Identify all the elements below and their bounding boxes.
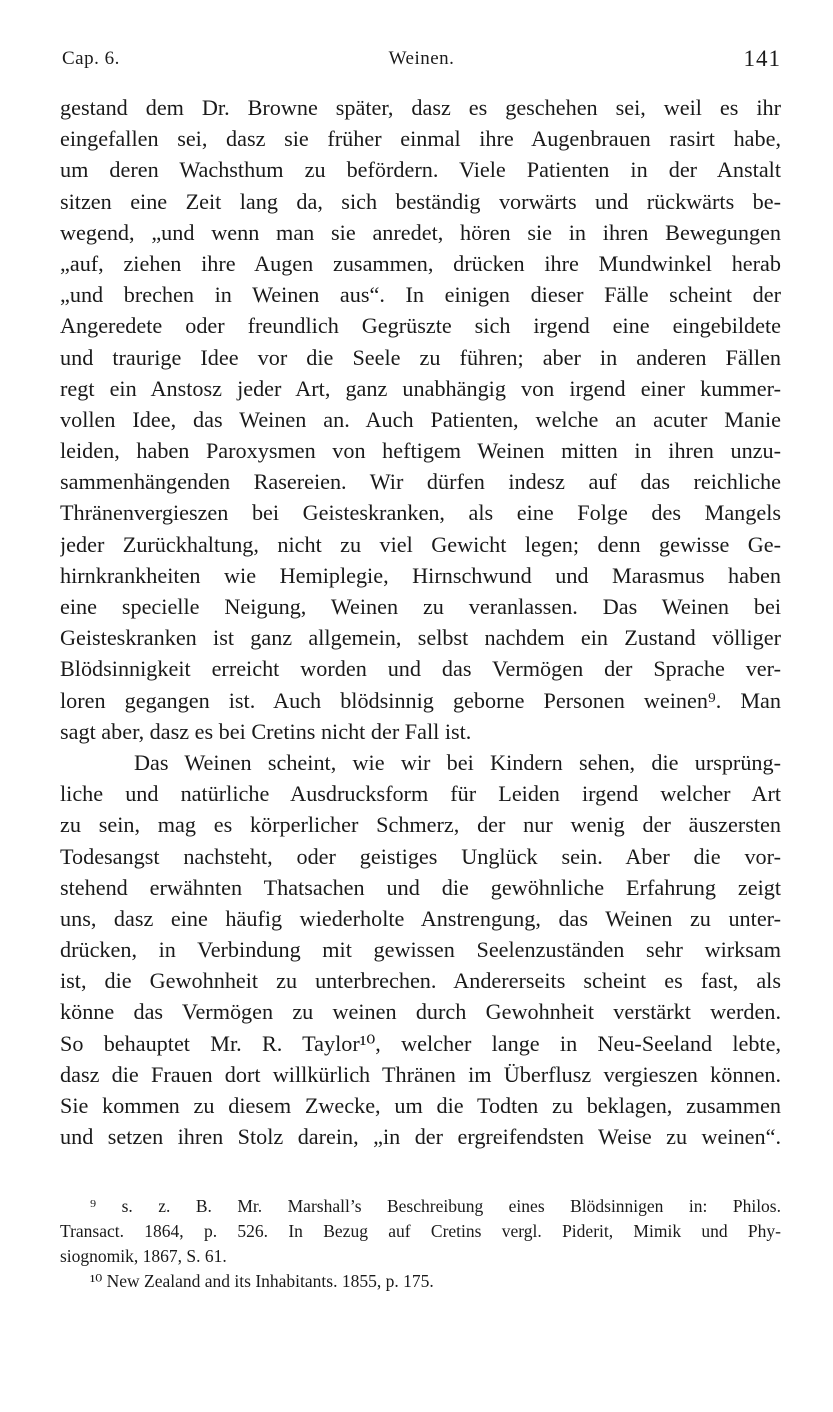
- text-line: leiden, haben Paroxysmen von heftigem Weinen mitten in ihren unzu-: [60, 438, 781, 464]
- text-line: liche und natürliche Ausdrucksform für Leiden irgend welcher Art: [60, 781, 781, 807]
- text-line: Angeredete oder freundlich Gegrüszte sich irgend eine eingebildete: [60, 313, 781, 339]
- text-line: Todesangst nachsteht, oder geistiges Unglück sein. Aber die vor-: [60, 843, 781, 869]
- page-number: 141: [743, 46, 781, 71]
- text-line: vollen Idee, das Weinen an. Auch Patienten, welche an acuter Manie: [60, 406, 781, 432]
- text-line: wegend, „und wenn man sie anredet, hören sie in ihren Bewegungen: [60, 219, 781, 245]
- footnote-line: siognomik, 1867, S. 61.: [60, 1246, 227, 1266]
- footnote-line: ⁹ s. z. B. Mr. Marshall’s Beschreibung eines Blödsinnigen in: Philos.: [90, 1196, 781, 1216]
- text-line: loren gegangen ist. Auch blödsinnig geborne Personen weinen⁹. Man: [60, 687, 781, 713]
- text-line: ist, die Gewohnheit zu unterbrechen. Andererseits scheint es fast, als: [60, 968, 781, 994]
- text-line: gestand dem Dr. Browne später, dasz es geschehen sei, weil es ihr: [60, 95, 781, 120]
- text-line: „auf, ziehen ihre Augen zusammen, drücken ihre Mundwinkel herab: [60, 250, 781, 276]
- text-line: sagt aber, dasz es bei Cretins nicht der Fall ist.: [60, 718, 472, 744]
- text-line: sitzen eine Zeit lang da, sich beständig vorwärts und rückwärts be-: [60, 188, 781, 214]
- text-line: Blödsinnigkeit erreicht worden und das Vermögen der Sprache ver-: [60, 656, 781, 682]
- text-line: zu sein, mag es körperlicher Schmerz, der nur wenig der äuszersten: [60, 812, 781, 838]
- body-text: [60, 92, 781, 1152]
- text-line: dasz die Frauen dort willkürlich Thränen im Überflusz vergieszen können.: [60, 1061, 781, 1087]
- text-line: hirnkrankheiten wie Hemiplegie, Hirnschwund und Marasmus haben: [60, 562, 781, 588]
- text-line: „und brechen in Weinen aus“. In einigen dieser Fälle scheint der: [60, 282, 781, 308]
- text-line: jeder Zurückhaltung, nicht zu viel Gewicht legen; denn gewisse Ge-: [60, 531, 781, 557]
- text-line: eingefallen sei, dasz sie früher einmal ihre Augenbrauen rasirt habe,: [60, 126, 781, 152]
- text-line: um deren Wachsthum zu befördern. Viele Patienten in der Anstalt: [60, 157, 781, 183]
- text-line: drücken, in Verbindung mit gewissen Seelenzuständen sehr wirksam: [60, 937, 781, 963]
- text-line: Das Weinen scheint, wie wir bei Kindern sehen, die ursprüng-: [134, 749, 781, 775]
- text-line: Thränenvergieszen bei Geisteskranken, als eine Folge des Mangels: [60, 500, 781, 526]
- paragraph: [60, 92, 781, 747]
- text-line: regt ein Anstosz jeder Art, ganz unabhängig von irgend einer kummer-: [60, 375, 781, 401]
- text-line: Geisteskranken ist ganz allgemein, selbst nachdem ein Zustand völliger: [60, 625, 781, 651]
- text-line: uns, dasz eine häufig wiederholte Anstrengung, das Weinen zu unter-: [60, 905, 781, 931]
- footnotes: [60, 1194, 781, 1294]
- footnote: [60, 1194, 781, 1269]
- text-line: sammenhängenden Rasereien. Wir dürfen indesz auf das reichliche: [60, 469, 781, 495]
- footnote-line: Transact. 1864, p. 526. In Bezug auf Cretins vergl. Piderit, Mimik und Phy-: [60, 1221, 781, 1241]
- text-line: So behauptet Mr. R. Taylor¹⁰, welcher lange in Neu-Seeland lebte,: [60, 1030, 781, 1056]
- page-header: [62, 46, 781, 86]
- text-line: stehend erwähnten Thatsachen und die gewöhnliche Erfahrung zeigt: [60, 874, 781, 900]
- text-line: und setzen ihren Stolz darein, „in der ergreifendsten Weise zu weinen“.: [60, 1124, 781, 1150]
- text-line: Sie kommen zu diesem Zwecke, um die Todten zu beklagen, zusammen: [60, 1093, 781, 1118]
- chapter-label: Cap. 6.: [62, 48, 120, 69]
- text-line: könne das Vermögen zu weinen durch Gewohnheit verstärkt werden.: [60, 999, 781, 1025]
- running-title: Weinen.: [388, 48, 455, 69]
- footnote-line: ¹⁰ New Zealand and its Inhabitants. 1855, p. 175.: [90, 1271, 434, 1291]
- footnote: [60, 1269, 781, 1294]
- paragraph: [60, 747, 781, 1152]
- text-line: und traurige Idee vor die Seele zu führen; aber in anderen Fällen: [60, 344, 781, 370]
- text-line: eine specielle Neigung, Weinen zu veranlassen. Das Weinen bei: [60, 594, 781, 619]
